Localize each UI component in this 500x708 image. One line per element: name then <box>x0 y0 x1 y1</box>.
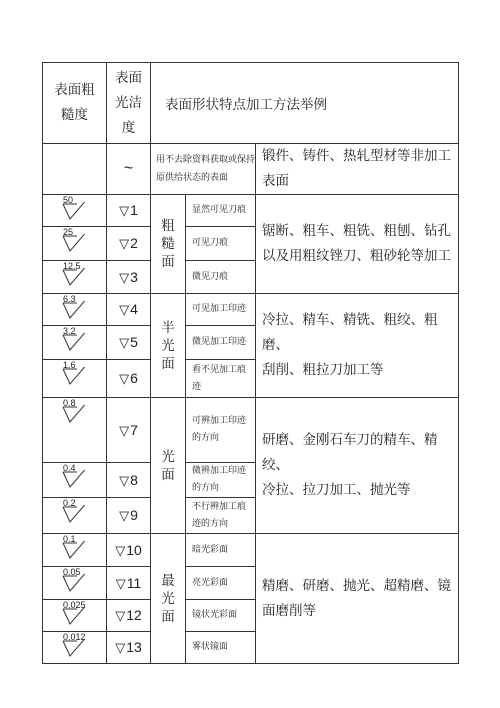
triangle-icon: ▽ <box>115 640 126 655</box>
feature-line: 微见刀痕 <box>192 271 229 282</box>
finish-grade-cell <box>107 632 151 664</box>
header-finish-line3: 度 <box>121 119 136 136</box>
table-row <box>43 294 459 326</box>
surface-feature-cell <box>186 398 256 463</box>
roughness-check-icon <box>61 574 93 594</box>
surface-class-char: 面 <box>161 466 175 483</box>
tilde-grade: ~ <box>123 160 134 177</box>
roughness-table <box>42 62 459 664</box>
roughness-check-icon <box>61 202 93 222</box>
surface-class-char: 光 <box>161 448 175 465</box>
grade-number: 5 <box>130 334 138 350</box>
finish-grade-cell <box>107 195 151 227</box>
header-row <box>43 63 459 144</box>
machining-method-cell <box>256 398 459 534</box>
feature-line: 的方向 <box>192 433 220 443</box>
surface-feature-cell <box>186 463 256 498</box>
finish-grade-cell <box>107 498 151 534</box>
feature-line: 迹 <box>192 381 202 392</box>
surface-class-char: 光 <box>161 337 175 354</box>
surface-class-name <box>151 294 186 398</box>
header-roughness-line1: 表面粗 <box>54 82 95 98</box>
feature-line: 雾状镜面 <box>192 642 229 652</box>
roughness-symbol-cell <box>43 261 107 294</box>
feature-cell <box>151 144 256 195</box>
surface-feature-cell <box>186 326 256 360</box>
ra-value: 0.025 <box>63 600 86 610</box>
surface-feature-cell <box>186 534 256 567</box>
roughness-symbol-cell <box>43 567 107 600</box>
surface-class-char: 面 <box>161 608 175 625</box>
roughness-symbol-cell <box>43 600 107 632</box>
grade-number: 4 <box>130 301 138 317</box>
finish-grade-cell <box>107 227 151 261</box>
feature-line: 微见加工印迹 <box>192 337 247 347</box>
grade-cell <box>107 144 151 195</box>
triangle-icon: ▽ <box>119 203 130 218</box>
ra-value: 0.2 <box>63 498 76 508</box>
ra-value: 0.8 <box>63 398 76 408</box>
triangle-icon: ▽ <box>119 236 130 251</box>
feature-line: 镜状光彩面 <box>192 610 238 620</box>
table-row <box>43 195 459 227</box>
method-line: 以及用粗纹锉刀、粗砂轮等加工 <box>262 248 451 264</box>
machining-method-cell <box>256 534 459 664</box>
grade-number: 8 <box>130 471 138 488</box>
roughness-check-icon <box>61 333 93 353</box>
triangle-icon: ▽ <box>115 608 126 623</box>
roughness-symbol-cell <box>43 227 107 261</box>
roughness-symbol-cell <box>43 632 107 664</box>
header-roughness <box>43 63 107 144</box>
feature-line: 可见加工印迹 <box>192 304 247 314</box>
roughness-symbol-cell <box>43 360 107 398</box>
feature-line: 微辨加工印迹 <box>192 466 247 476</box>
method-line: 锯断、粗车、粗铣、粗刨、钻孔 <box>262 223 451 239</box>
grade-number: 13 <box>126 639 142 655</box>
machining-method-cell <box>256 294 459 398</box>
roughness-check-icon <box>61 505 93 525</box>
roughness-check-icon <box>61 301 93 321</box>
ra-value: 0.4 <box>63 463 76 473</box>
surface-class-char: 最 <box>161 572 175 589</box>
triangle-icon: ▽ <box>119 335 130 350</box>
surface-class-name <box>151 398 186 534</box>
surface-class-char: 糙 <box>161 236 175 252</box>
ra-value: 0.1 <box>63 534 76 544</box>
method-line: 面磨削等 <box>262 602 316 619</box>
grade-number: 3 <box>130 268 138 285</box>
header-features <box>151 63 459 144</box>
roughness-symbol-cell <box>43 195 107 227</box>
roughness-symbol-cell <box>43 534 107 567</box>
grade-number: 7 <box>130 421 138 438</box>
triangle-icon: ▽ <box>115 542 126 558</box>
surface-class-name <box>151 195 186 294</box>
roughness-check-icon <box>61 541 93 561</box>
grade-number: 12 <box>126 607 142 623</box>
feature-line: 迹的方向 <box>192 518 229 529</box>
roughness-check-icon <box>61 234 93 254</box>
roughness-check-icon <box>61 470 93 490</box>
roughness-check-icon <box>61 607 93 627</box>
feature-line: 不行辨加工痕 <box>192 501 247 512</box>
finish-grade-cell <box>107 463 151 498</box>
surface-feature-cell <box>186 261 256 294</box>
surface-feature-cell <box>186 195 256 227</box>
table-row <box>43 534 459 567</box>
feature-line: 原供给状态的表面 <box>156 173 229 183</box>
finish-grade-cell <box>107 600 151 632</box>
finish-grade-cell <box>107 294 151 326</box>
roughness-symbol-cell <box>43 463 107 498</box>
grade-number: 9 <box>130 507 138 523</box>
surface-feature-cell <box>186 498 256 534</box>
method-line: 刮削、粗拉刀加工等 <box>262 362 384 378</box>
triangle-icon: ▽ <box>119 472 130 488</box>
feature-line: 可辨加工印迹 <box>192 416 247 426</box>
surface-class-char: 面 <box>161 254 175 270</box>
ra-value: 25 <box>63 227 74 237</box>
method-text: 锻件、铸件、热轧型材等非加工表面 <box>262 148 451 189</box>
ra-value: 50 <box>63 195 74 205</box>
surface-feature-cell <box>186 600 256 632</box>
ra-value: 12.5 <box>63 261 81 271</box>
ra-value: 6.3 <box>63 294 76 304</box>
feature-line: 显然可见刀痕 <box>192 205 247 215</box>
finish-grade-cell <box>107 261 151 294</box>
finish-grade-cell <box>107 326 151 360</box>
feature-line: 可见刀痕 <box>192 238 229 248</box>
roughness-symbol-cell <box>43 294 107 326</box>
header-finish <box>107 63 151 144</box>
grade-number: 10 <box>126 541 142 558</box>
method-cell <box>256 144 459 195</box>
feature-line: 暗光彩面 <box>192 544 229 555</box>
surface-feature-cell <box>186 632 256 664</box>
roughness-check-icon <box>61 367 93 387</box>
method-line: 冷拉、拉刀加工、抛光等 <box>262 482 411 498</box>
grade-number: 2 <box>130 235 138 251</box>
method-line: 精磨、研磨、抛光、超精磨、镜 <box>262 577 451 594</box>
surface-feature-cell <box>186 227 256 261</box>
header-finish-line1: 表面 <box>115 69 142 86</box>
roughness-symbol-cell <box>43 498 107 534</box>
table-row-unmachined <box>43 144 459 195</box>
finish-grade-cell <box>107 567 151 600</box>
roughness-check-icon <box>61 405 93 425</box>
surface-class-char: 面 <box>161 355 175 372</box>
finish-grade-cell <box>107 360 151 398</box>
header-roughness-line2: 糙度 <box>61 107 88 123</box>
machining-method-cell <box>256 195 459 294</box>
ra-value: 0.05 <box>63 567 81 577</box>
method-line: 研磨、金刚石车刀的精车、精绞、 <box>262 432 438 473</box>
feature-line: 用不去除资料获取或保持 <box>156 155 256 165</box>
header-finish-line2: 光洁 <box>115 94 142 111</box>
surface-class-char: 半 <box>161 319 175 336</box>
finish-grade-cell <box>107 534 151 567</box>
triangle-icon: ▽ <box>115 575 126 591</box>
grade-number: 1 <box>130 202 138 218</box>
feature-line: 看不见加工痕 <box>192 364 247 375</box>
roughness-symbol-cell <box>43 326 107 360</box>
surface-class-char: 光 <box>161 590 175 607</box>
empty-cell <box>43 144 107 195</box>
surface-feature-cell <box>186 360 256 398</box>
grade-number: 6 <box>130 370 138 386</box>
table-row <box>43 398 459 463</box>
feature-line: 亮光彩面 <box>192 577 229 588</box>
triangle-icon: ▽ <box>119 269 130 285</box>
triangle-icon: ▽ <box>119 508 130 523</box>
roughness-check-icon <box>61 268 93 288</box>
ra-value: 1.6 <box>63 360 76 370</box>
header-features-text: 表面形状特点加工方法举例 <box>165 97 327 113</box>
triangle-icon: ▽ <box>119 422 130 438</box>
surface-feature-cell <box>186 567 256 600</box>
ra-value: 3.2 <box>63 326 76 336</box>
ra-value: 0.012 <box>63 632 86 642</box>
roughness-symbol-cell <box>43 398 107 463</box>
feature-line: 的方向 <box>192 483 220 493</box>
roughness-check-icon <box>61 639 93 659</box>
surface-class-name <box>151 534 186 664</box>
surface-class-char: 粗 <box>161 218 175 234</box>
surface-feature-cell <box>186 294 256 326</box>
triangle-icon: ▽ <box>119 302 130 317</box>
grade-number: 11 <box>126 574 142 591</box>
triangle-icon: ▽ <box>119 371 130 386</box>
finish-grade-cell <box>107 398 151 463</box>
method-line: 冷拉、精车、精铣、粗绞、粗磨、 <box>262 312 438 353</box>
